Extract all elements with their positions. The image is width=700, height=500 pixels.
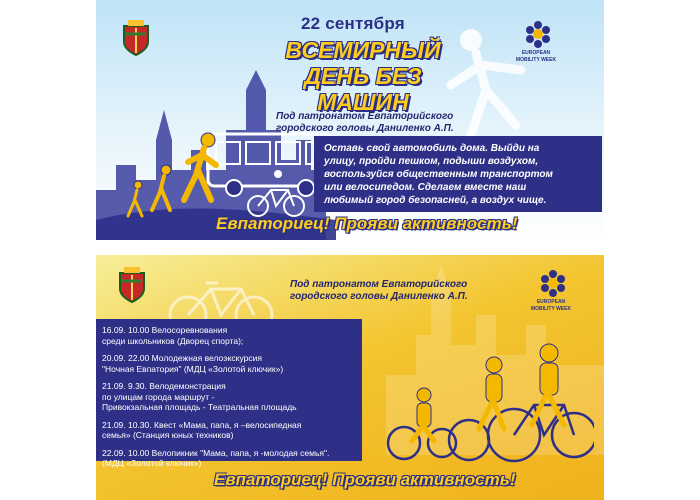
- top-poster-panel: [96, 0, 604, 240]
- schedule-item-line: 22.09. 10.00 Велопикник "Мама, папа, я -молодая семья".: [102, 447, 330, 458]
- mobility-logo-line2: MOBILITY WEEK: [515, 57, 557, 63]
- message-line: или велосипедом. Сделаем вместе наш: [324, 182, 527, 193]
- patron-line-2: городского головы Даниленко А.П.: [276, 123, 454, 134]
- schedule-item-line: "Ночная Евпатория" (МДЦ «Золотой ключик»): [102, 363, 284, 374]
- message-line: воспользуйся общественным транспортом: [324, 169, 553, 180]
- poster-title: [268, 37, 458, 115]
- schedule-item-line: 21.09. 10.30. Квест «Мама, папа, я –велосипедная: [102, 419, 302, 430]
- event-schedule-box: [96, 319, 362, 468]
- schedule-item: [102, 420, 354, 441]
- patron-line-1: Под патронатом Евпаторийского: [290, 279, 468, 290]
- schedule-item: [102, 448, 354, 469]
- schedule-item: [102, 325, 354, 346]
- message-line: любимый город безопасней, а воздух чище.: [324, 195, 547, 206]
- message-line: улицу, пройди пешком, подыши воздухом,: [324, 156, 539, 167]
- city-coat-of-arms-icon: [118, 267, 146, 303]
- schedule-item-line: по улицам города маршрут -: [102, 391, 215, 402]
- message-line: Оставь свой автомобиль дома. Выйди на: [324, 143, 540, 154]
- city-coat-of-arms-icon: [122, 20, 150, 56]
- european-mobility-week-logo-icon: [506, 20, 566, 66]
- cyclist-illustration: [246, 168, 306, 218]
- title-line-2: ДЕНЬ БЕЗ МАШИН: [304, 63, 422, 115]
- schedule-item: [102, 381, 354, 413]
- mobility-logo-line2: MOBILITY WEEK: [530, 306, 572, 312]
- call-to-action-box: [314, 136, 602, 212]
- schedule-item: [102, 353, 354, 374]
- title-line-1: ВСЕМИРНЫЙ: [285, 37, 441, 63]
- schedule-item-line: 20.09. 22.00 Молодежная велоэкскурсия: [102, 353, 262, 363]
- bottom-poster-panel: [96, 255, 604, 500]
- event-date: 22 сентября: [301, 14, 405, 33]
- schedule-item-line: (МДЦ «Золотой ключик»): [102, 458, 202, 468]
- schedule-item-line: Привокзальная площадь - Театральная площадь: [102, 402, 297, 412]
- slogan: Евпаториец! Прояви активность!: [216, 214, 518, 233]
- schedule-item-line: семья» (Станция юных техников): [102, 430, 234, 440]
- cycling-family-illustration: [364, 325, 594, 465]
- slogan: Евпаториец! Прояви активность!: [214, 470, 516, 489]
- patron-line-2: городского головы Даниленко А.П.: [290, 291, 468, 302]
- mobility-logo-line1: EUROPEAN: [536, 299, 566, 305]
- mobility-logo-line1: EUROPEAN: [521, 50, 551, 56]
- patronage-text: [290, 279, 510, 303]
- european-mobility-week-logo-icon: [521, 269, 581, 315]
- schedule-item-line: 16.09. 10.00 Велосоревнования: [102, 325, 228, 335]
- schedule-item-line: среди школьников (Дворец спорта);: [102, 335, 244, 346]
- schedule-item-line: 21.09. 9.30. Велодемонстрация: [102, 381, 226, 391]
- patronage-text: [276, 111, 486, 135]
- walking-people-illustration: [116, 130, 236, 220]
- patron-line-1: Под патронатом Евпаторийского: [276, 111, 454, 122]
